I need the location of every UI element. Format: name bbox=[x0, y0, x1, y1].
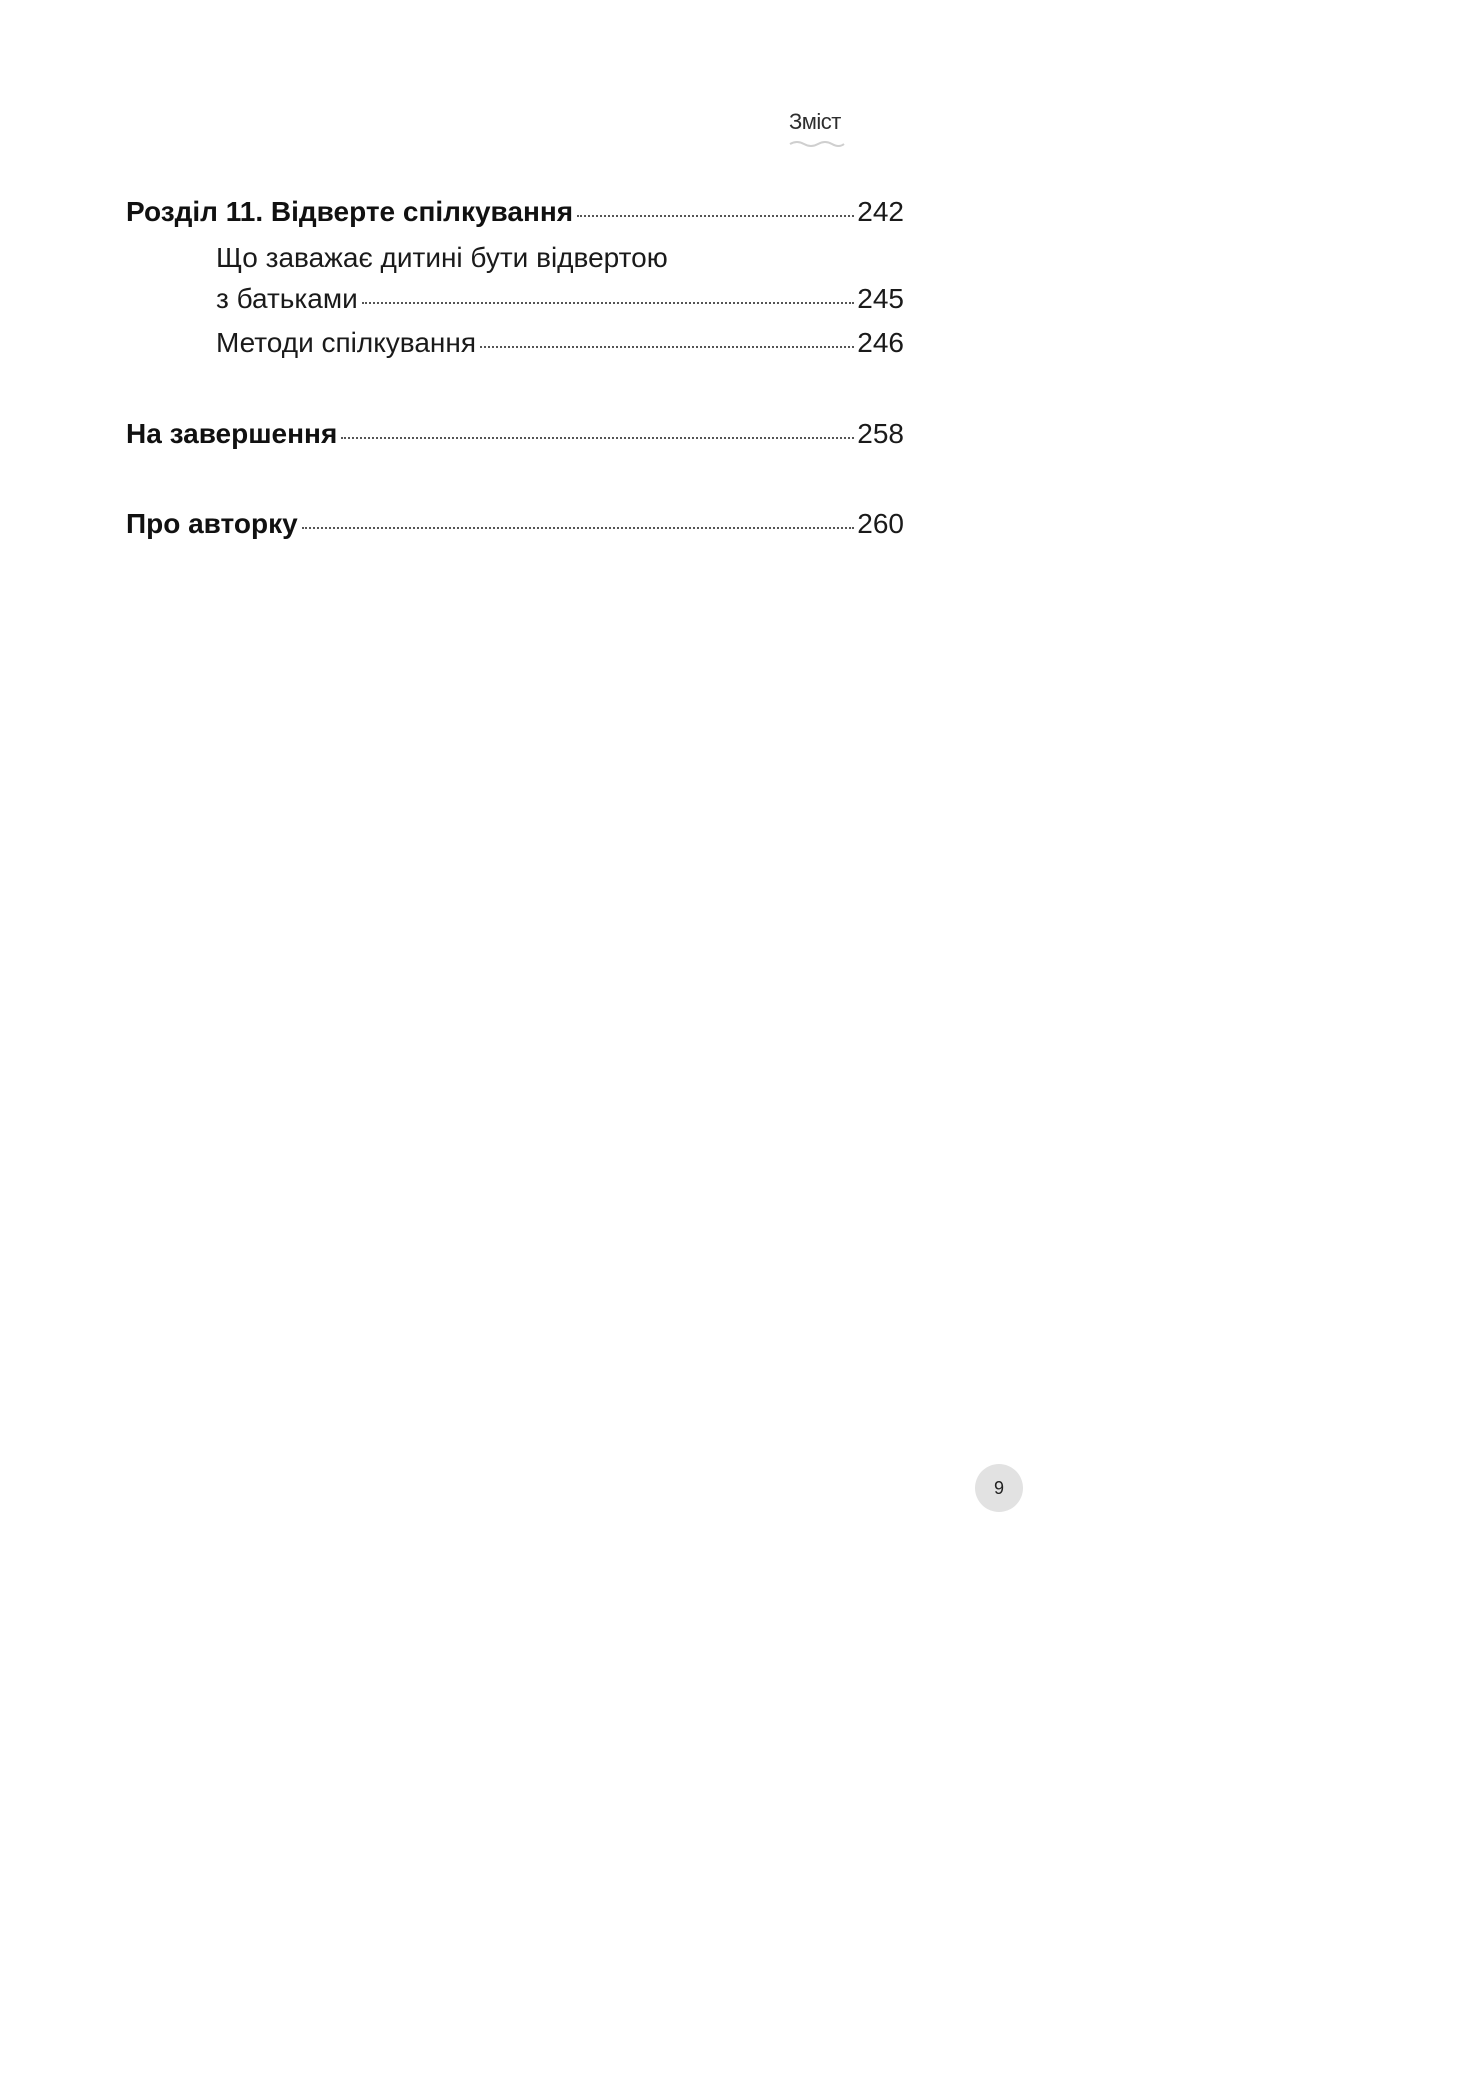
toc-entry-label: Розділ 11. Відверте спілкування bbox=[126, 196, 574, 227]
page-number-badge bbox=[975, 1464, 1023, 1512]
running-header-title: Зміст bbox=[789, 109, 841, 134]
toc-entry-conclusion[interactable] bbox=[126, 416, 904, 452]
running-header bbox=[789, 108, 849, 148]
toc-entry-page: 246 bbox=[857, 327, 904, 358]
toc-subentry-line[interactable]: Що заважає дитині бути відвертою bbox=[216, 242, 668, 273]
toc-entry-page: 242 bbox=[857, 196, 904, 227]
toc-entry-label: На завершення bbox=[126, 418, 338, 449]
toc-entry-chapter-11[interactable] bbox=[126, 194, 904, 230]
toc-entry-label: з батьками bbox=[216, 283, 358, 314]
toc-subentry-obstacles[interactable] bbox=[216, 281, 904, 317]
toc-entry-label: Про авторку bbox=[126, 508, 298, 539]
toc-entry-page: 258 bbox=[857, 418, 904, 449]
dot-leader bbox=[362, 302, 855, 304]
toc-entry-label: Методи спілкування bbox=[216, 327, 477, 358]
toc-entry-page: 245 bbox=[857, 283, 904, 314]
dot-leader bbox=[341, 437, 854, 439]
dot-leader bbox=[480, 346, 854, 348]
dot-leader bbox=[302, 527, 855, 529]
toc-subentry-methods[interactable] bbox=[216, 325, 904, 361]
wave-ornament-icon bbox=[789, 140, 845, 148]
toc-entry-about-author[interactable] bbox=[126, 506, 904, 542]
page-number: 9 bbox=[993, 1477, 1004, 1498]
toc-entry-page: 260 bbox=[857, 508, 904, 539]
dot-leader bbox=[577, 215, 854, 217]
